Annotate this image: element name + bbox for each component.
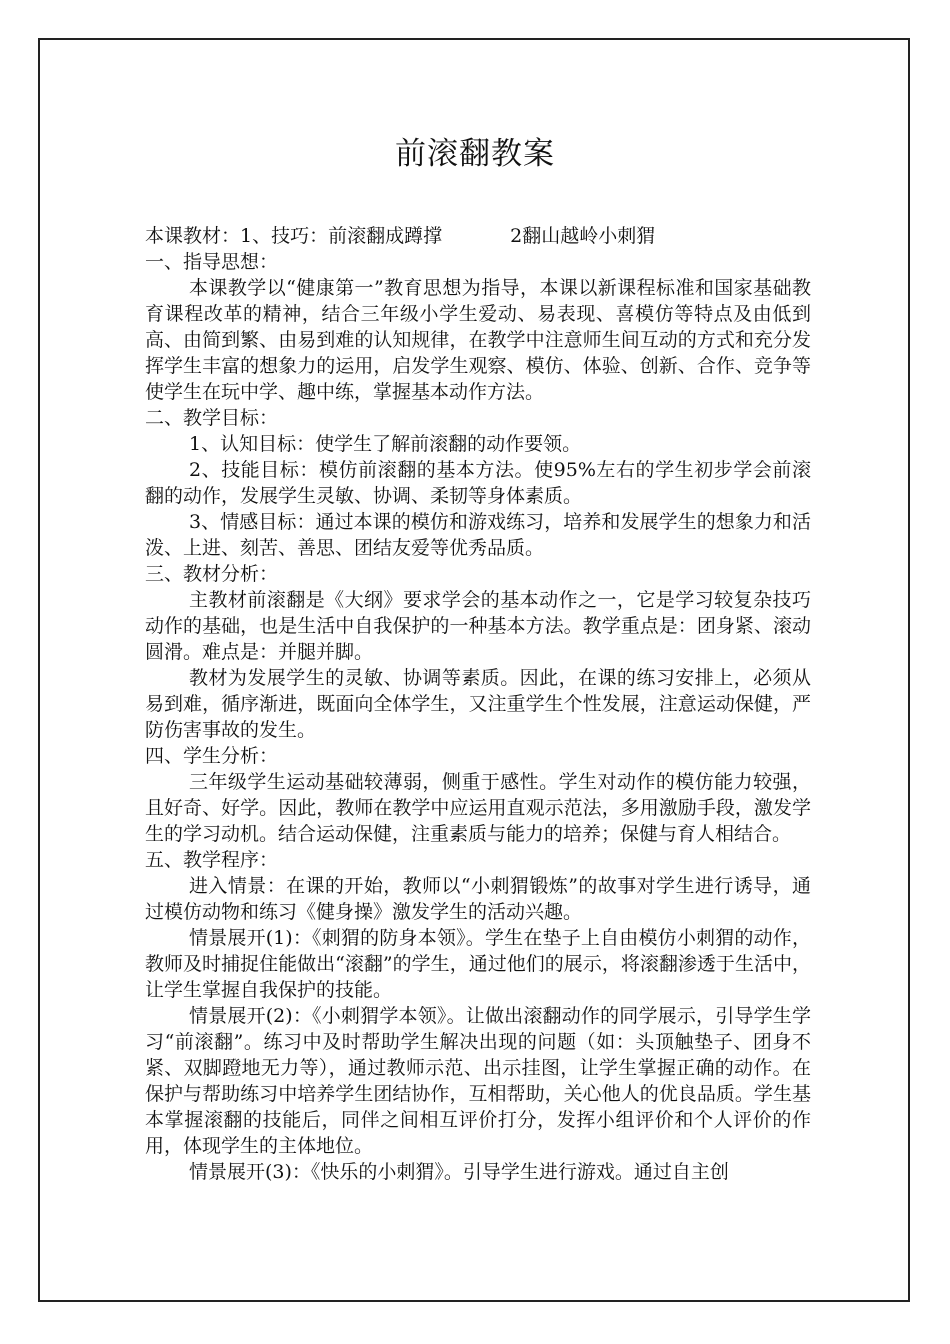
paragraph: 情景展开(3)：《快乐的小刺猬》。引导学生进行游戏。通过自主创 bbox=[189, 1161, 729, 1183]
section-heading-goals: 二、教学目标： bbox=[145, 407, 279, 429]
paragraph: 情景展开(2)：《小刺猬学本领》。让做出滚翻动作的同学展示，引导学生学习“前滚翻”。练习中及时帮助学生解决出现的问题（如：头顶触垫子、团身不紧、双脚蹬地无力等），通过教师示范、出示挂图，让学生掌握正确的动作。在保护与帮助练习中培养学生团结协作，互相帮助，关心他人的优良品质。学生基本掌握滚翻的技能后，同伴之间相互评价打分，发挥小组评价和个人评价的作用，体现学生的主体地位。 bbox=[145, 1005, 811, 1157]
paragraph: 3、情感目标：通过本课的模仿和游戏练习，培养和发展学生的想象力和活泼、上进、刻苦、善思、团结友爱等优秀品质。 bbox=[145, 511, 811, 559]
document-body bbox=[145, 223, 811, 1185]
paragraph: 主教材前滚翻是《大纲》要求学会的基本动作之一，它是学习较复杂技巧动作的基础，也是生活中自我保护的一种基本方法。教学重点是：团身紧、滚动圆滑。难点是：并腿并脚。 bbox=[145, 589, 811, 663]
paragraph: 进入情景：在课的开始，教师以“小刺猬锻炼”的故事对学生进行诱导，通过模仿动物和练习《健身操》激发学生的活动兴趣。 bbox=[145, 875, 811, 923]
section-heading-procedure: 五、教学程序： bbox=[145, 849, 279, 871]
page-title: 前滚翻教案 bbox=[395, 136, 555, 172]
materials-item-1: 1、技巧：前滚翻成蹲撑 bbox=[240, 225, 443, 247]
paragraph: 三年级学生运动基础较薄弱，侧重于感性。学生对动作的模仿能力较强，且好奇、好学。因此，教师在教学中应运用直观示范法，多用激励手段，激发学生的学习动机。结合运动保健，注重素质与能力的培养；保健与育人相结合。 bbox=[145, 771, 811, 845]
materials-line bbox=[145, 223, 811, 249]
section-heading-guiding: 一、指导思想： bbox=[145, 251, 279, 273]
paragraph: 1、认知目标：使学生了解前滚翻的动作要领。 bbox=[189, 433, 582, 455]
section-heading-material-analysis: 三、教材分析： bbox=[145, 563, 279, 585]
materials-item-2: 2翻山越岭小刺猬 bbox=[510, 225, 656, 247]
section-heading-student-analysis: 四、学生分析： bbox=[145, 745, 279, 767]
materials-label: 本课教材： bbox=[145, 225, 241, 247]
paragraph: 本课教学以“健康第一”教育思想为指导，本课以新课程标准和国家基础教育课程改革的精神，结合三年级小学生爱动、易表现、喜模仿等特点及由低到高、由简到繁、由易到难的认知规律，在教学中注意师生间互动的方式和充分发挥学生丰富的想象力的运用，启发学生观察、模仿、体验、创新、合作、竞争等使学生在玩中学、趣中练，掌握基本动作方法。 bbox=[145, 277, 811, 403]
paragraph: 情景展开(1)：《刺猬的防身本领》。学生在垫子上自由模仿小刺猬的动作，教师及时捕捉住能做出“滚翻”的学生，通过他们的展示，将滚翻渗透于生活中，让学生掌握自我保护的技能。 bbox=[145, 927, 811, 1001]
paragraph: 教材为发展学生的灵敏、协调等素质。因此，在课的练习安排上，必须从易到难，循序渐进，既面向全体学生，又注重学生个性发展，注意运动保健，严防伤害事故的发生。 bbox=[145, 667, 811, 741]
paragraph: 2、技能目标：模仿前滚翻的基本方法。使95%左右的学生初步学会前滚翻的动作，发展学生灵敏、协调、柔韧等身体素质。 bbox=[145, 459, 811, 507]
